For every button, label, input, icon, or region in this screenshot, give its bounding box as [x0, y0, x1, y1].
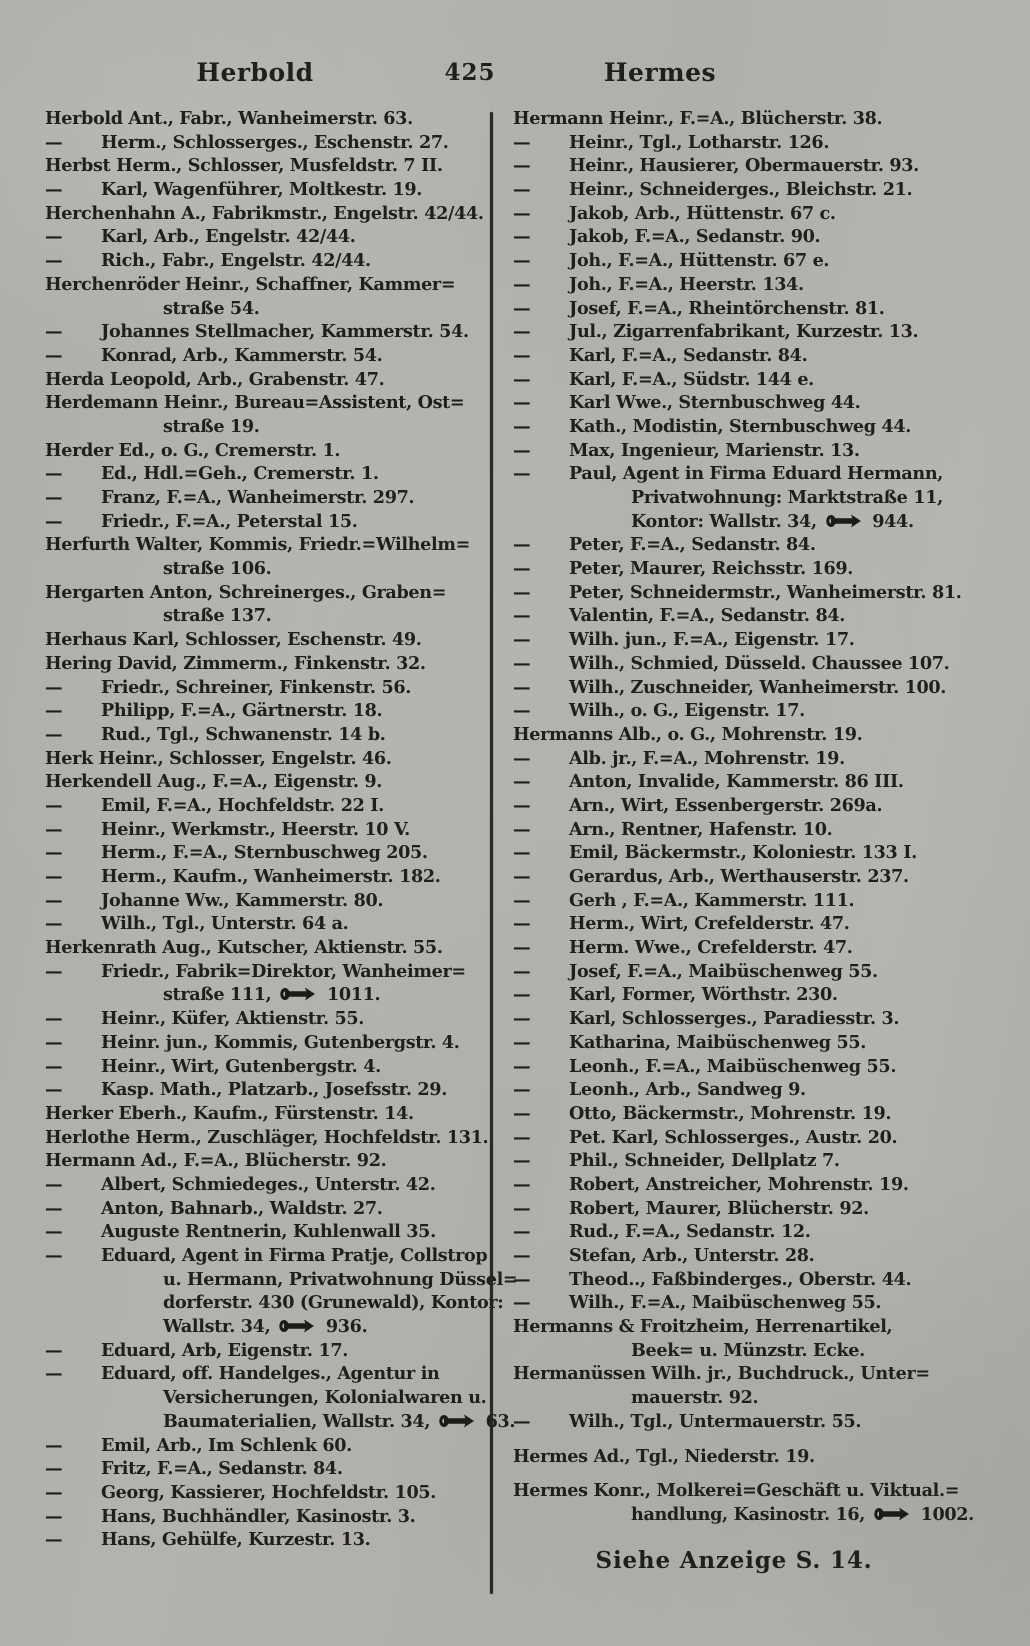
ditto-dash: —	[513, 1268, 531, 1290]
column-divider-rule	[490, 112, 493, 1594]
directory-entry-line: — Philipp, F.=A., Gärtnerstr. 18.	[45, 700, 383, 722]
ditto-dash: —	[45, 842, 63, 864]
ditto-dash: —	[513, 629, 531, 651]
ditto-dash: —	[45, 676, 63, 698]
directory-entry-line: straße 54.	[163, 297, 260, 319]
directory-entry-line: u. Hermann, Privatwohnung Düssel=	[163, 1268, 518, 1290]
directory-entry-line: — Herm. Wwe., Crefelderstr. 47.	[513, 937, 853, 959]
ditto-dash: —	[513, 1055, 531, 1077]
directory-entry-line: Hermes Ad., Tgl., Niederstr. 19.	[513, 1445, 815, 1467]
ditto-dash: —	[513, 155, 531, 177]
directory-entry-line: Baumaterialien, Wallstr. 34, 63.	[163, 1410, 516, 1432]
directory-entry-line: — Robert, Maurer, Blücherstr. 92.	[513, 1197, 869, 1219]
directory-entry-line: — Jul., Zigarrenfabrikant, Kurzestr. 13.	[513, 321, 919, 343]
directory-entry-line: — Herm., F.=A., Sternbuschweg 205.	[45, 842, 428, 864]
directory-entry-line: Herlothe Herm., Zuschläger, Hochfeldstr. 131.	[45, 1126, 489, 1148]
ditto-dash: —	[45, 1529, 63, 1551]
directory-entry-line: — Josef, F.=A., Maibüschenweg 55.	[513, 960, 878, 982]
directory-entry-line: — Jakob, Arb., Hüttenstr. 67 c.	[513, 202, 836, 224]
directory-entry-line: handlung, Kasinostr. 16, 1002.	[631, 1503, 974, 1525]
directory-entry-line: — Herm., Kaufm., Wanheimerstr. 182.	[45, 866, 441, 887]
directory-entry-line: Herda Leopold, Arb., Grabenstr. 47.	[45, 368, 385, 390]
ditto-dash: —	[513, 344, 531, 366]
directory-entry-line: Hermanns Alb., o. G., Mohrenstr. 19.	[513, 723, 863, 745]
directory-entry-line: — Auguste Rentnerin, Kuhlenwall 35.	[45, 1221, 436, 1243]
ditto-dash: —	[513, 818, 531, 840]
ditto-dash: —	[513, 889, 531, 911]
directory-entry-line: dorferstr. 430 (Grunewald), Kontor:	[163, 1292, 504, 1314]
directory-entry-line: — Rich., Fabr., Engelstr. 42/44.	[45, 250, 371, 272]
ditto-dash: —	[513, 652, 531, 674]
ditto-dash: —	[513, 960, 531, 982]
directory-entry-line: Hermann Heinr., F.=A., Blücherstr. 38.	[513, 108, 883, 129]
directory-entry-line: — Katharina, Maibüschenweg 55.	[513, 1031, 867, 1053]
ditto-dash: —	[45, 818, 63, 840]
ditto-dash: —	[45, 700, 63, 722]
directory-entry-line: — Friedr., F.=A., Peterstal 15.	[45, 510, 358, 532]
directory-entry-line: mauerstr. 92.	[631, 1387, 759, 1409]
directory-column-right	[513, 107, 995, 1578]
directory-entry-line: Wallstr. 34, 936.	[163, 1316, 368, 1338]
directory-entry-line: Hermann Ad., F.=A., Blücherstr. 92.	[45, 1150, 387, 1172]
directory-entry-line: — Eduard, Arb, Eigenstr. 17.	[45, 1339, 349, 1361]
ditto-dash: —	[513, 202, 531, 224]
ditto-dash: —	[45, 794, 63, 816]
directory-entry-line: — Friedr., Schreiner, Finkenstr. 56.	[45, 676, 412, 698]
directory-entry-line: — Josef, F.=A., Rheintörchenstr. 81.	[513, 297, 885, 319]
directory-entry-line: — Peter, Maurer, Reichsstr. 169.	[513, 558, 854, 580]
ditto-dash: —	[45, 1434, 63, 1456]
directory-entry-line: — Heinr., Werkmstr., Heerstr. 10 V.	[45, 818, 410, 840]
directory-entry-line: Herfurth Walter, Kommis, Friedr.=Wilhelm=	[45, 534, 470, 556]
directory-entry-line: — Konrad, Arb., Kammerstr. 54.	[45, 344, 383, 366]
ditto-dash: —	[513, 1126, 531, 1148]
directory-entry-line: — Karl Wwe., Sternbuschweg 44.	[513, 392, 861, 414]
ditto-dash: —	[45, 1008, 63, 1030]
ditto-dash: —	[45, 1031, 63, 1053]
ditto-dash: —	[45, 960, 63, 982]
directory-entry-line: Herker Eberh., Kaufm., Fürstenstr. 14.	[45, 1102, 414, 1124]
ditto-dash: —	[45, 1055, 63, 1077]
ditto-dash: —	[513, 1079, 531, 1101]
ditto-dash: —	[513, 1292, 531, 1314]
guide-word-left: Herbold	[196, 58, 314, 87]
ditto-dash: —	[513, 1102, 531, 1124]
directory-entry-line: Beek= u. Münzstr. Ecke.	[631, 1339, 865, 1361]
ditto-dash: —	[45, 1221, 63, 1243]
directory-entry-line: — Joh., F.=A., Hüttenstr. 67 e.	[513, 250, 830, 272]
directory-entry-line: — Hans, Buchhändler, Kasinostr. 3.	[45, 1505, 416, 1527]
directory-entry-line: Versicherungen, Kolonialwaren u.	[163, 1387, 487, 1409]
directory-entry-line: — Johanne Ww., Kammerstr. 80.	[45, 889, 384, 911]
ditto-dash: —	[513, 676, 531, 698]
ditto-dash: —	[513, 1008, 531, 1030]
directory-entry-line: — Heinr. jun., Kommis, Gutenbergstr. 4.	[45, 1031, 460, 1053]
directory-entry-line: — Johannes Stellmacher, Kammerstr. 54.	[45, 321, 469, 343]
directory-entry-line: — Wilh., Zuschneider, Wanheimerstr. 100.	[513, 676, 947, 698]
ditto-dash: —	[45, 321, 63, 343]
directory-entry-line: Hergarten Anton, Schreinerges., Graben=	[45, 581, 447, 603]
directory-entry-line: — Herm., Wirt, Crefelderstr. 47.	[513, 913, 850, 935]
directory-entry-line: — Heinr., Hausierer, Obermauerstr. 93.	[513, 155, 919, 177]
telephone-receiver-icon	[874, 1506, 910, 1522]
directory-entry-line: — Eduard, Agent in Firma Pratje, Collstrop	[45, 1245, 488, 1266]
directory-entry-line: — Karl, Wagenführer, Moltkestr. 19.	[45, 179, 423, 201]
directory-entry-line: — Eduard, off. Handelges., Agentur in	[45, 1363, 440, 1385]
directory-entry-line: — Gerardus, Arb., Werthauserstr. 237.	[513, 866, 909, 887]
ditto-dash: —	[45, 226, 63, 248]
directory-entry-line: — Karl, F.=A., Sedanstr. 84.	[513, 344, 808, 366]
telephone-receiver-icon	[439, 1413, 475, 1429]
ditto-dash: —	[45, 1197, 63, 1219]
directory-entry-line: — Wilh. jun., F.=A., Eigenstr. 17.	[513, 629, 855, 651]
ditto-dash: —	[513, 179, 531, 201]
directory-entry-line: — Max, Ingenieur, Marienstr. 13.	[513, 439, 860, 461]
directory-entry-line: Herbold Ant., Fabr., Wanheimerstr. 63.	[45, 108, 413, 129]
page-number: 425	[444, 59, 496, 86]
telephone-receiver-icon	[280, 986, 316, 1002]
directory-entry-line: — Otto, Bäckermstr., Mohrenstr. 19.	[513, 1102, 892, 1124]
directory-entry-line: — Emil, F.=A., Hochfeldstr. 22 I.	[45, 794, 384, 816]
ditto-dash: —	[513, 1031, 531, 1053]
directory-entry-line: straße 111, 1011.	[163, 984, 381, 1006]
directory-entry-line: Herkendell Aug., F.=A., Eigenstr. 9.	[45, 771, 383, 793]
directory-entry-line: — Wilh., o. G., Eigenstr. 17.	[513, 700, 805, 722]
directory-entry-line: — Ed., Hdl.=Geh., Cremerstr. 1.	[45, 463, 379, 485]
directory-entry-line: Herchenhahn A., Fabrikmstr., Engelstr. 42/44.	[45, 202, 484, 224]
ditto-dash: —	[513, 866, 531, 887]
ditto-dash: —	[513, 937, 531, 959]
directory-entry-line: — Rud., Tgl., Schwanenstr. 14 b.	[45, 723, 386, 745]
directory-entry-line: Herchenröder Heinr., Schaffner, Kammer=	[45, 273, 456, 295]
directory-entry-line: — Phil., Schneider, Dellplatz 7.	[513, 1150, 840, 1172]
ditto-dash: —	[45, 1339, 63, 1361]
directory-entry-line: — Theod.., Faßbinderges., Oberstr. 44.	[513, 1268, 912, 1290]
directory-entry-line: straße 106.	[163, 558, 272, 580]
directory-entry-line: — Karl, Schlosserges., Paradiesstr. 3.	[513, 1008, 900, 1030]
directory-entry-line: — Emil, Arb., Im Schlenk 60.	[45, 1434, 352, 1456]
directory-entry-line: — Arn., Rentner, Hafenstr. 10.	[513, 818, 833, 840]
directory-entry-line: — Wilh., F.=A., Maibüschenweg 55.	[513, 1292, 882, 1314]
ditto-dash: —	[513, 1173, 531, 1195]
directory-entry-line: — Kath., Modistin, Sternbuschweg 44.	[513, 415, 912, 437]
directory-entry-line: Herhaus Karl, Schlosser, Eschenstr. 49.	[45, 629, 422, 651]
ditto-dash: —	[513, 226, 531, 248]
ditto-dash: —	[513, 558, 531, 580]
ditto-dash: —	[45, 1245, 63, 1266]
ditto-dash: —	[513, 415, 531, 437]
ditto-dash: —	[513, 321, 531, 343]
ditto-dash: —	[513, 605, 531, 627]
directory-entry-line: — Emil, Bäckermstr., Koloniestr. 133 I.	[513, 842, 917, 864]
guide-word-right: Hermes	[603, 58, 717, 87]
directory-entry-line: — Leonh., F.=A., Maibüschenweg 55.	[513, 1055, 897, 1077]
ditto-dash: —	[45, 463, 63, 485]
directory-entry-line: Herder Ed., o. G., Cremerstr. 1.	[45, 439, 341, 461]
advert-notice: Siehe Anzeige S. 14.	[595, 1546, 873, 1574]
directory-entry-line: — Jakob, F.=A., Sedanstr. 90.	[513, 226, 821, 248]
ditto-dash: —	[513, 794, 531, 816]
directory-entry-line: straße 19.	[163, 415, 260, 437]
ditto-dash: —	[513, 1150, 531, 1172]
ditto-dash: —	[45, 913, 63, 935]
directory-entry-line: — Fritz, F.=A., Sedanstr. 84.	[45, 1458, 343, 1480]
directory-entry-line: — Valentin, F.=A., Sedanstr. 84.	[513, 605, 846, 627]
directory-entry-line: — Paul, Agent in Firma Eduard Hermann,	[513, 463, 944, 485]
ditto-dash: —	[45, 723, 63, 745]
ditto-dash: —	[45, 1079, 63, 1101]
ditto-dash: —	[513, 984, 531, 1006]
ditto-dash: —	[513, 392, 531, 414]
ditto-dash: —	[45, 344, 63, 366]
directory-entry-line: — Georg, Kassierer, Hochfeldstr. 105.	[45, 1481, 437, 1503]
directory-entry-line: straße 137.	[163, 605, 272, 627]
directory-entry-line: Hermanns & Froitzheim, Herrenartikel,	[513, 1316, 893, 1338]
directory-entry-line: — Heinr., Schneiderges., Bleichstr. 21.	[513, 179, 913, 201]
ditto-dash: —	[513, 842, 531, 864]
directory-entry-line: — Gerh , F.=A., Kammerstr. 111.	[513, 889, 855, 911]
directory-entry-line: — Wilh., Schmied, Düsseld. Chaussee 107.	[513, 652, 950, 674]
directory-entry-line: — Robert, Anstreicher, Mohrenstr. 19.	[513, 1173, 909, 1195]
ditto-dash: —	[513, 581, 531, 603]
ditto-dash: —	[45, 131, 63, 153]
ditto-dash: —	[513, 700, 531, 722]
ditto-dash: —	[45, 1458, 63, 1480]
telephone-receiver-icon	[279, 1318, 315, 1334]
ditto-dash: —	[45, 1505, 63, 1527]
directory-entry-line: — Joh., F.=A., Heerstr. 134.	[513, 273, 804, 295]
directory-entry-line: — Heinr., Küfer, Aktienstr. 55.	[45, 1008, 365, 1030]
ditto-dash: —	[513, 439, 531, 461]
directory-column-left	[45, 107, 518, 1552]
telephone-receiver-icon	[826, 513, 862, 529]
ditto-dash: —	[45, 179, 63, 201]
directory-entry-line: — Wilh., Tgl., Unterstr. 64 a.	[45, 913, 349, 935]
directory-entry-line: Privatwohnung: Marktstraße 11,	[631, 487, 943, 508]
directory-entry-line: — Karl, Former, Wörthstr. 230.	[513, 984, 838, 1006]
directory-entry-line: Herbst Herm., Schlosser, Musfeldstr. 7 II.	[45, 155, 443, 177]
directory-entry-line: — Rud., F.=A., Sedanstr. 12.	[513, 1221, 811, 1243]
directory-entry-line: — Peter, Schneidermstr., Wanheimerstr. 81.	[513, 581, 962, 603]
ditto-dash: —	[513, 747, 531, 769]
ditto-dash: —	[513, 368, 531, 390]
ditto-dash: —	[45, 866, 63, 887]
directory-entry-line: — Stefan, Arb., Unterstr. 28.	[513, 1245, 815, 1266]
ditto-dash: —	[513, 1245, 531, 1266]
ditto-dash: —	[45, 250, 63, 272]
ditto-dash: —	[513, 131, 531, 153]
directory-entry-line: Herdemann Heinr., Bureau=Assistent, Ost=	[45, 392, 465, 414]
ditto-dash: —	[513, 534, 531, 556]
directory-entry-line: — Herm., Schlosserges., Eschenstr. 27.	[45, 131, 449, 153]
ditto-dash: —	[513, 913, 531, 935]
ditto-dash: —	[513, 273, 531, 295]
ditto-dash: —	[513, 771, 531, 793]
directory-entry-line: — Kasp. Math., Platzarb., Josefsstr. 29.	[45, 1079, 447, 1101]
directory-entry-line: Hermanüssen Wilh. jr., Buchdruck., Unter=	[513, 1363, 930, 1385]
directory-entry-line: Herk Heinr., Schlosser, Engelstr. 46.	[45, 747, 392, 769]
ditto-dash: —	[45, 889, 63, 911]
ditto-dash: —	[513, 1221, 531, 1243]
ditto-dash: —	[513, 297, 531, 319]
ditto-dash: —	[513, 1410, 531, 1432]
ditto-dash: —	[45, 510, 63, 532]
directory-entry-line: — Anton, Bahnarb., Waldstr. 27.	[45, 1197, 383, 1219]
directory-entry-line: — Alb. jr., F.=A., Mohrenstr. 19.	[513, 747, 845, 769]
directory-entry-line: — Heinr., Tgl., Lotharstr. 126.	[513, 131, 830, 153]
directory-entry-line: — Friedr., Fabrik=Direktor, Wanheimer=	[45, 960, 466, 982]
directory-entry-line: — Franz, F.=A., Wanheimerstr. 297.	[45, 487, 415, 508]
directory-entry-line: Kontor: Wallstr. 34, 944.	[631, 510, 914, 532]
directory-entry-line: Herkenrath Aug., Kutscher, Aktienstr. 55.	[45, 937, 443, 959]
directory-entry-line: — Hans, Gehülfe, Kurzestr. 13.	[45, 1529, 371, 1551]
directory-entry-line: — Karl, F.=A., Südstr. 144 e.	[513, 368, 814, 390]
directory-entry-line: — Karl, Arb., Engelstr. 42/44.	[45, 226, 356, 248]
ditto-dash: —	[45, 1481, 63, 1503]
directory-entry-line: Hermes Konr., Molkerei=Geschäft u. Viktual.=	[513, 1480, 960, 1502]
ditto-dash: —	[513, 1197, 531, 1219]
ditto-dash: —	[513, 250, 531, 272]
ditto-dash: —	[45, 487, 63, 508]
ditto-dash: —	[513, 463, 531, 485]
ditto-dash: —	[45, 1363, 63, 1385]
directory-entry-line: — Arn., Wirt, Essenbergerstr. 269a.	[513, 794, 883, 816]
directory-entry-line: — Heinr., Wirt, Gutenbergstr. 4.	[45, 1055, 381, 1077]
directory-entry-line: — Wilh., Tgl., Untermauerstr. 55.	[513, 1410, 862, 1432]
directory-entry-line: Hering David, Zimmerm., Finkenstr. 32.	[45, 652, 426, 674]
directory-entry-line: — Pet. Karl, Schlosserges., Austr. 20.	[513, 1126, 898, 1148]
ditto-dash: —	[45, 1173, 63, 1195]
directory-entry-line: — Anton, Invalide, Kammerstr. 86 III.	[513, 771, 904, 793]
directory-entry-line: — Leonh., Arb., Sandweg 9.	[513, 1079, 806, 1101]
directory-entry-line: — Peter, F.=A., Sedanstr. 84.	[513, 534, 816, 556]
directory-entry-line: — Albert, Schmiedeges., Unterstr. 42.	[45, 1173, 436, 1195]
